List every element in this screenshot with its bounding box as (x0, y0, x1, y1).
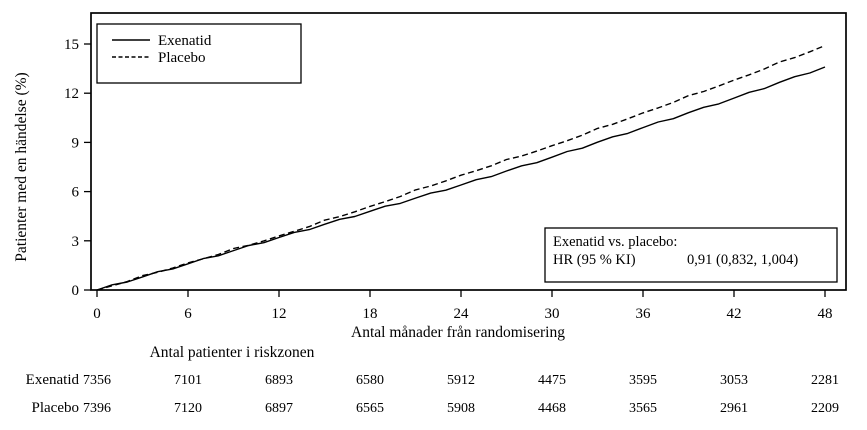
risk-table (26, 344, 839, 416)
y-tick-label: 6 (71, 184, 79, 201)
risk-value-placebo-0: 7396 (83, 401, 111, 416)
risk-value-placebo-42: 2961 (720, 401, 748, 416)
x-tick-label: 36 (635, 306, 651, 322)
hr-value: 0,91 (0,832, 1,004) (687, 252, 799, 268)
legend-label-exenatid: Exenatid (158, 33, 212, 49)
risk-value-exenatid-36: 3595 (629, 373, 657, 388)
risk-value-placebo-24: 5908 (447, 401, 475, 416)
risk-value-placebo-36: 3565 (629, 401, 657, 416)
x-tick-label: 24 (453, 306, 469, 322)
x-axis-ticks (93, 290, 832, 322)
risk-value-exenatid-0: 7356 (83, 373, 111, 388)
risk-table-header: Antal patienter i riskzonen (149, 344, 315, 361)
y-tick-label: 15 (64, 37, 79, 53)
risk-value-exenatid-48: 2281 (811, 373, 839, 388)
x-tick-label: 42 (726, 306, 742, 322)
x-axis-title: Antal månader från randomisering (351, 324, 565, 341)
risk-row-label-exenatid: Exenatid (25, 372, 79, 388)
y-axis-title: Patienter med en händelse (%) (13, 72, 30, 262)
hr-label: HR (95 % KI) (553, 252, 636, 268)
risk-values (83, 373, 839, 416)
legend-label-placebo: Placebo (158, 50, 206, 66)
x-tick-label: 12 (271, 306, 287, 322)
risk-value-exenatid-30: 4475 (538, 373, 566, 388)
risk-value-exenatid-6: 7101 (174, 373, 202, 388)
x-tick-label: 48 (817, 306, 833, 322)
y-axis-ticks (64, 37, 91, 299)
risk-value-placebo-12: 6897 (265, 401, 293, 416)
x-tick-label: 6 (184, 306, 192, 322)
legend (97, 24, 301, 83)
y-tick-label: 3 (71, 233, 79, 250)
risk-value-placebo-6: 7120 (174, 401, 202, 416)
hr-annotation-title: Exenatid vs. placebo: (553, 234, 678, 250)
risk-row-label-placebo: Placebo (31, 400, 79, 416)
x-tick-label: 30 (544, 306, 560, 322)
risk-value-exenatid-18: 6580 (356, 373, 384, 388)
hr-annotation (545, 228, 837, 282)
risk-value-placebo-30: 4468 (538, 401, 566, 416)
risk-value-placebo-18: 6565 (356, 401, 384, 416)
x-tick-label: 18 (362, 306, 378, 322)
x-tick-label: 0 (93, 306, 101, 322)
y-tick-label: 12 (64, 86, 79, 103)
risk-value-placebo-48: 2209 (811, 401, 839, 416)
risk-value-exenatid-42: 3053 (720, 373, 748, 388)
y-tick-label: 9 (71, 135, 79, 152)
y-tick-label: 0 (71, 283, 79, 299)
risk-value-exenatid-12: 6893 (265, 373, 293, 388)
risk-value-exenatid-24: 5912 (447, 373, 475, 388)
